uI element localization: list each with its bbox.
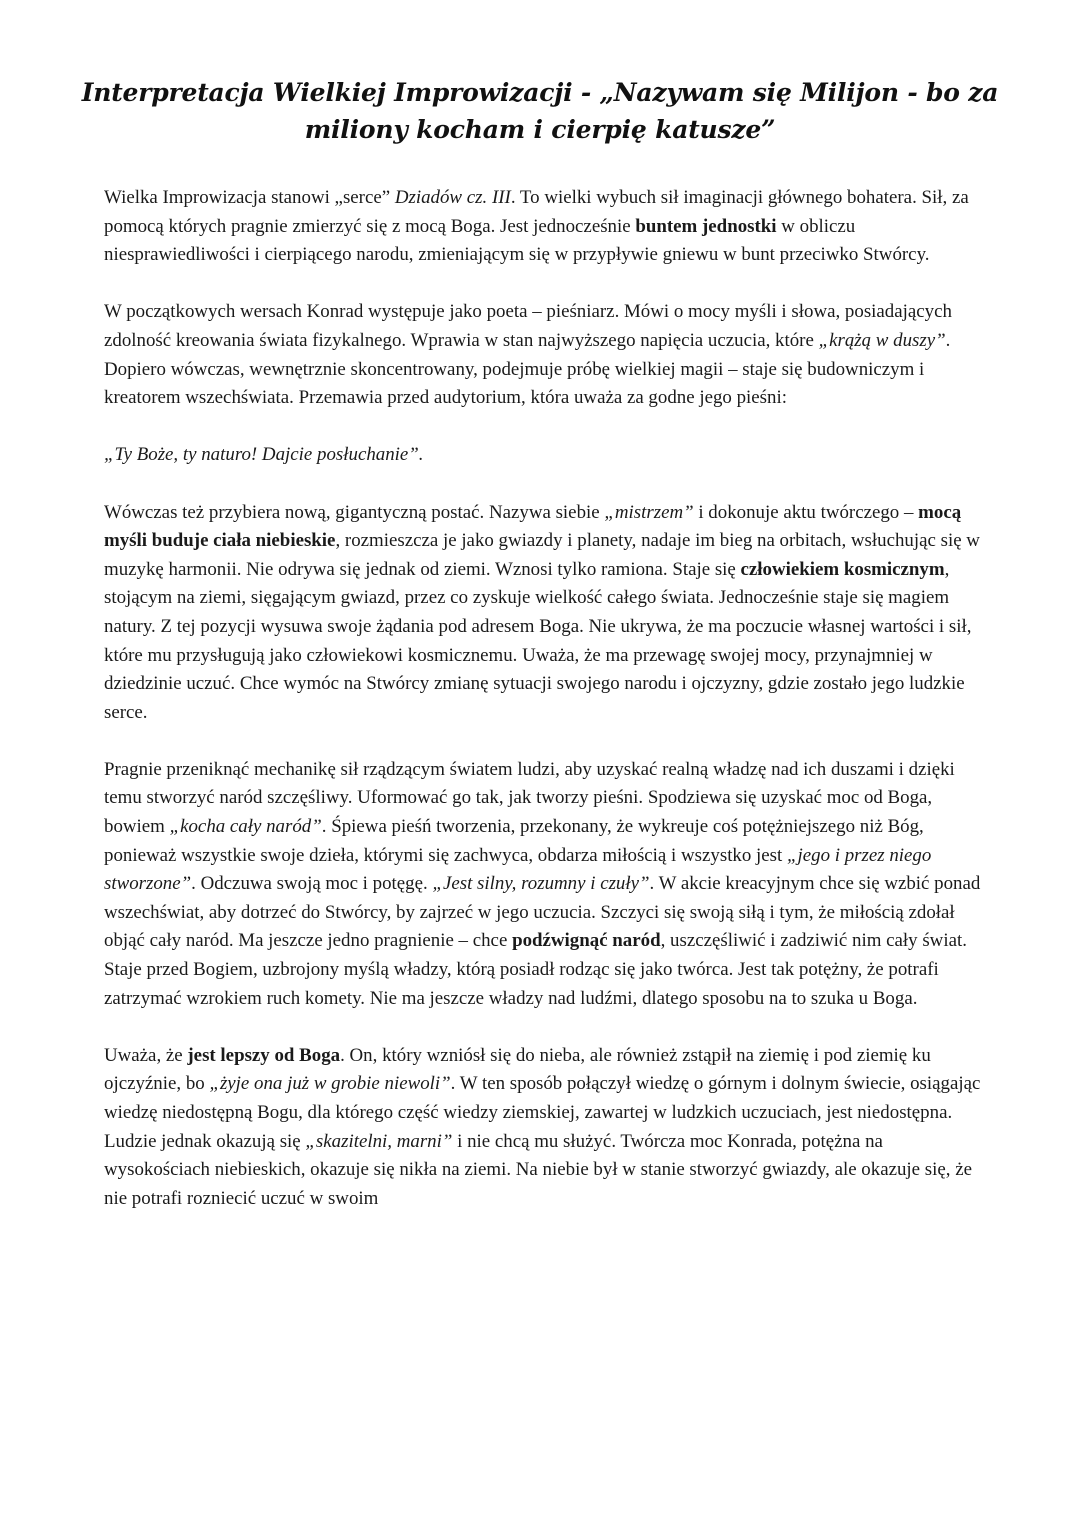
text-run: i nie chcą mu służyć. Twórcza moc Konrada, potężna na wysokościach niebieskich, okazuje się nikła na ziemi. Na niebie był w stanie stworzyć gwiazdy, ale okazuje się, że nie potrafi rozniecić uczuć w swoim [104,1130,972,1209]
paragraph-5 [104,756,984,1013]
text-run: , uszczęśliwić i zadziwić nim cały świat. Staje przed Bogiem, uzbrojony myślą władzy, którą posiadł rodząc się jako twórca. Jest tak potężny, że potrafi zatrzymać wzrokiem ruch komety. Nie ma jeszcze władzy nad ludźmi, dlatego sposobu na to szuka u Boga. [104,930,967,1009]
paragraph-1 [104,184,984,270]
italic-text: „kocha cały naród” [169,816,322,838]
bold-text: mocą myśli buduje ciała niebieskie [104,501,962,552]
paragraph-3-quote [104,441,984,470]
text-run: , stojącym na ziemi, sięgającym gwiazd, przez co zyskuje wielkość całego świata. Jednocześnie staje się magiem natury. Z tej pozycji wysuwa swoje żądania pod adresem Boga. Nie ukrywa, że ma poczucie własnej wartości i sił, które mu przysługują jako człowiekowi kosmicznemu. Uważa, że ma przewagę swojej mocy, przynajmniej w dziedzinie uczuć. Chce wymóc na Stwórcy zmianę sytuacji swojego narodu i ojczyzny, gdzie zostało jego ludzkie serce. [104,558,972,723]
bold-text: buntem jednostki [635,215,777,237]
text-run: . Odczuwa swoją moc i potęgę. [191,873,433,895]
bold-text: jest lepszy od Boga [187,1044,341,1066]
italic-text: „skazitelni, marni” [305,1130,453,1152]
document-body [104,184,984,1213]
text-run: , rozmieszcza je jako gwiazdy i planety, nadaje im bieg na orbitach, wsłuchując się w muzykę harmonii. Nie odrywa się jednak od ziemi. Wznosi tylko ramiona. Staje się [104,530,980,580]
text-run: Uważa, że [104,1044,188,1066]
document-title: Interpretacja Wielkiej Improwizacji - „Nazywam się Milijon - bo za miliony kocham i cierpię katusze” [81,78,999,144]
italic-text: „Jest silny, rozumny i czuły” [432,873,650,895]
text-run: i dokonuje aktu twórczego – [693,501,919,523]
paragraph-6 [104,1042,984,1214]
text-run: Wielka Improwizacja stanowi „serce” [104,187,395,208]
italic-text: Dziadów cz. III [394,187,511,208]
text-run: . W ten sposób połączył wiedzę o górnym i dolnym świecie, osiągając wiedzę niedostępną Bogu, dla którego część wiedzy ziemskiej, zawartej w ludzkich uczuciach, jest niedostępna. Ludzie jednak okazują się [104,1073,981,1152]
text-run: . W akcie kreacyjnym chce się wzbić ponad wszechświat, aby dotrzeć do Stwórcy, by zajrzeć w jego uczucia. Szczyci się swoją siłą i tym, że miłością zdołał objąć cały naród. Ma jeszcze jedno pragnienie – chce [104,873,981,952]
paragraph-2 [104,298,984,412]
text-run: . Śpiewa pieśń tworzenia, przekonany, że wykreuje coś potężniejszego niż Bóg, ponieważ wszystkie swoje dzieła, którymi się zachwyca, obdarza miłością i wszystko jest [104,816,924,866]
italic-text: „jego i przez niego stworzone” [104,844,932,895]
text-run: W początkowych wersach Konrad występuje jako poeta – pieśniarz. Mówi o mocy myśli i słowa, posiadających zdolność kreowania świata fizykalnego. Wprawia w stan najwyższego napięcia uczucia, które [104,301,952,351]
text-run: Pragnie przeniknąć mechanikę sił rządzącym światem ludzi, aby uzyskać realną władzę nad ich duszami i dzięki temu stworzyć naród szczęśliwy. Uformować go tak, jak tworzy pieśni. Spodziewa się uzyskać moc od Boga, bowiem [104,758,955,838]
text-run: w obliczu niesprawiedliwości i cierpiącego narodu, zmieniającym się w przypływie gniewu w bunt przeciwko Stwórcy. [104,215,930,266]
bold-text: podźwignąć naród [512,930,661,952]
text-run: Wówczas też przybiera nową, gigantyczną postać. Nazywa siebie [104,501,605,523]
text-run: . Dopiero wówczas, wewnętrznie skoncentrowany, podejmuje próbę wielkiej magii – staje się budowniczym i kreatorem wszechświata. Przemawia przed audytorium, która uważa za godne jego pieśni: [104,329,951,409]
italic-text: „krążą w duszy” [818,329,946,351]
italic-text: „mistrzem” [604,501,694,523]
text-run: . To wielki wybuch sił imaginacji głównego bohatera. Sił, za pomocą których pragnie zmierzyć się z mocą Boga. Jest jednocześnie [104,187,969,237]
text-run: . On, który wzniósł się do nieba, ale również zstąpił na ziemię i pod ziemię ku ojczyźnie, bo [104,1044,931,1095]
italic-text: „żyje ona już w grobie niewoli” [209,1073,451,1095]
bold-text: człowiekiem kosmicznym [740,558,945,580]
paragraph-4 [104,499,984,728]
italic-quote: „Ty Boże, ty naturo! Dajcie posłuchanie”. [104,444,424,466]
